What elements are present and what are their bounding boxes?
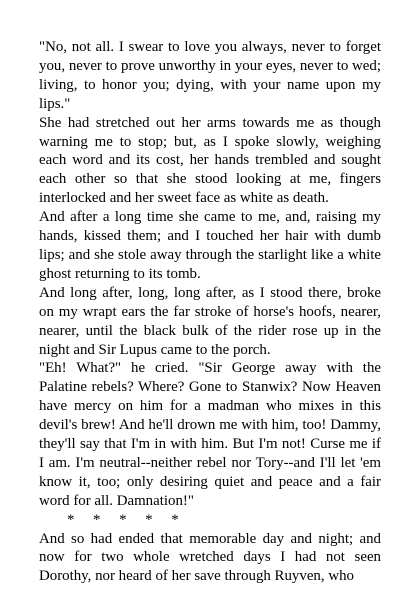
book-page [39,38,381,586]
paragraph-sir-lupus-speech: "Eh! What?" he cried. "Sir George away with the Palatine rebels? Where? Gone to Stanwix? Now Heaven have mercy on him for a madman who mixes in this devil's brew! And he'll drown me with him, too! Dammy, they'll say that I'm in with him. But I'm not! Curse me if I am. I'm neutral--neither rebel nor Tory--and I'll let 'em know it, too; only desiring quiet and peace and a fair word for all. Damnation!" [39,360,381,509]
paragraph-stretched-arms: She had stretched out her arms towards me as though warning me to stop; but, as I spoke slowly, weighing each word and its cost, her hands trembled and sought each other so that she stood looking at me, fingers interlocked and her sweet face as white as death. [39,114,381,207]
section-separator: * * * * * [67,511,179,528]
paragraph-farewell: And after a long time she came to me, and, raising my hands, kissed them; and I touched her hair with dumb lips; and she stole away through the starlight like a white ghost returning to its tomb. [39,209,381,282]
paragraph-vow: "No, not all. I swear to love you always, never to forget you, never to prove unworthy in your eyes, never to wed; living, to honor you; dying, with your name upon my lips." [39,39,381,112]
paragraph-aftermath: And so had ended that memorable day and night; and now for two whole wretched days I had not seen Dorothy, nor heard of her save through Ruyven, who [39,530,381,585]
paragraph-rider-arrives: And long after, long, long after, as I stood there, broke on my wrapt ears the far stroke of horse's hoofs, nearer, nearer, until the black bulk of the rider rose up in the night and Sir Lupus came to the porch. [39,284,381,358]
